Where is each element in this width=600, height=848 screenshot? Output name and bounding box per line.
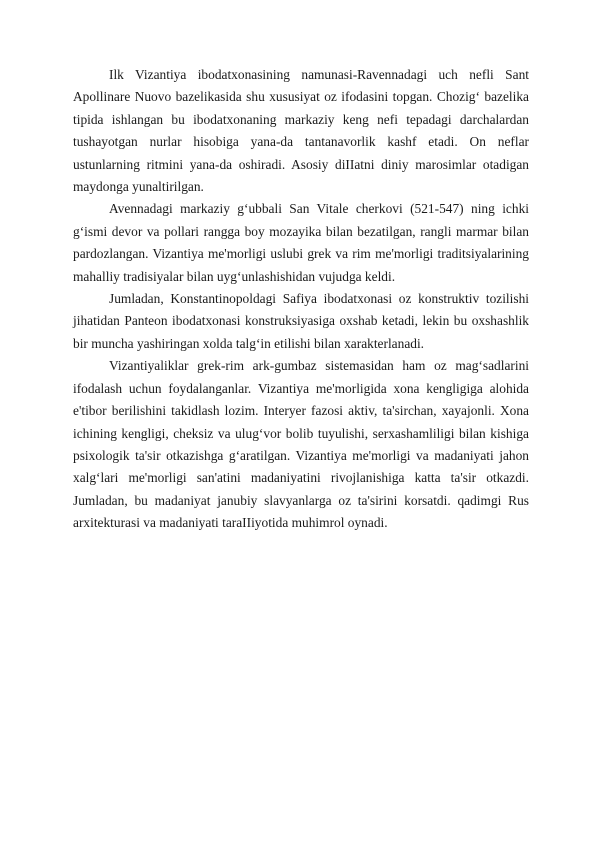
body-text bbox=[73, 64, 529, 535]
paragraph-1: Ilk Vizantiya ibodatxonasining namunasi-Ravennadagi uch nefli Sant Apollinare Nuovo bazelikasida shu xususiyat oz ifodasini topgan. Chozig‘ bazelika tipida ishlangan bu ibodatxonaning markaziy keng nefi tepadagi darchalardan tushayotgan nurlar hisobiga yana-da tantanavorlik kashf etadi. On neflar ustunlarning ritmini yana-da oshiradi. Asosiy diIIatni diniy marosimlar otadigan maydonga yunaltirilgan. bbox=[73, 67, 529, 195]
paragraph-4: Vizantiyaliklar grek-rim ark-gumbaz sistemasidan ham oz mag‘sadlarini ifodalash uchun foydalanganlar. Vizantiya me'morligida xona kengligiga alohida e'tibor berilishini takidlash lozim. Interyer fazosi aktiv, ta'sirchan, xayajonli. Xona ichining kengligi, cheksiz va ulug‘vor bolib tuyulishi, serxashamliligi bilan kishiga psixologik ta'sir otkazishga g‘aratilgan. Vizantiya me'morligi va madaniyati jahon xalg‘lari me'morligi san'atini madaniyatini rivojlanishiga katta ta'sir otkazdi. Jumladan, bu madaniyat janubiy slavyanlarga oz ta'sirini korsatdi. qadimgi Rus arxitekturasi va madaniyati taraIIiyotida muhimrol oynadi. bbox=[73, 358, 529, 531]
paragraph-2: Avennadagi markaziy g‘ubbali San Vitale cherkovi (521-547) ning ichki g‘ismi devor va pollari rangga boy mozayika bilan bezatilgan, rangli marmar bilan pardozlangan. Vizantiya me'morligi uslubi grek va rim me'morligi traditsiyalarining mahalliy tradisiyalar bilan uyg‘unlashishidan vujudga keldi. bbox=[73, 201, 529, 284]
paragraph-3: Jumladan, Konstantinopoldagi Safiya ibodatxonasi oz konstruktiv tozilishi jihatidan Panteon ibodatxonasi konstruksiyasiga oxshab ketadi, lekin bu oxshashlik bir muncha yashiringan xolda talg‘in etilishi bilan xarakterlanadi. bbox=[73, 291, 529, 351]
